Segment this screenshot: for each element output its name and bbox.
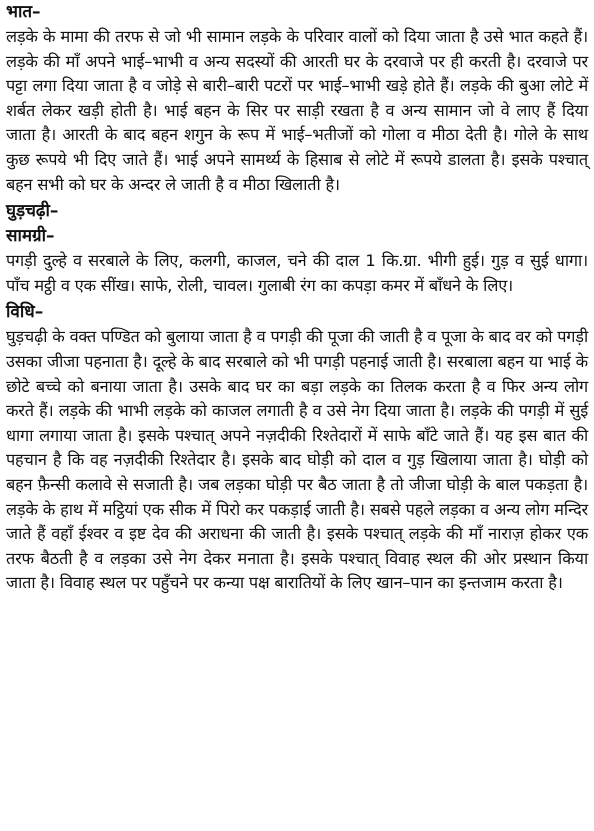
section-heading-ghudchadhi: घुड़चढ़ी– (6, 201, 59, 222)
section-heading-saamagri: सामग्री– (6, 226, 55, 247)
section-body-bhaat: लड़के के मामा की तरफ से जो भी सामान लड़के के परिवार वालों को दिया जाता है उसे भात कहते हैं। लड़के की माँ अपने भाई–भाभी व अन्य सदस्यों की आरती घर के दरवाजे पर ही करती है। दरवाजे पर पट्टा लगा दिया जाता है व जोड़े से बारी–बारी पटरों पर भाई–भाभी खड़े होते हैं। लड़के की बुआ लोटे में शर्बत लेकर खड़ी होती है। भाई बहन के सिर पर साड़ी रखता है व अन्य सामान जो वे लाए हैं दिया जाता है। आरती के बाद बहन शगुन के रूप में भाई–भतीजों को गोला व मीठा देती है। गोले के साथ कुछ रूपये भी दिए जाते हैं। भाई अपने सामर्थ्य के हिसाब से लोटे में रूपये डालता है। इसके पश्चात् बहन सभी को घर के अन्दर ले जाती है व मीठा खिलाती है। (6, 27, 588, 194)
section-body-saamagri: पगड़ी दुल्हे व सरबाले के लिए, कलगी, काजल, चने की दाल 1 कि.ग्रा. भीगी हुई। गुड़ व सुई धागा। पाँच मट्ठी व एक सींख। साफे, रोली, चावल। गुलाबी रंग का कपड़ा कमर में बाँधने के लिए। (6, 251, 588, 295)
section-heading-bhaat: भात– (6, 2, 41, 22)
section-body-vidhi: घुड़चढ़ी के वक्त पण्डित को बुलाया जाता है व पगड़ी की पूजा की जाती है व पूजा के बाद वर को पगड़ी उसका जीजा पहनाता है। दूल्हे के बाद सरबाले को भी पगड़ी पहनाई जाती है। सरबाला बहन या भाई के छोटे बच्चे को बनाया जाता है। उसके बाद घर का बड़ा लड़के का तिलक करता है व फिर अन्य लोग करते हैं। लड़के की भाभी लड़के को काजल लगाती है व उसे नेग दिया जाता है। लड़के की पगड़ी में सुई धागा लगाया जाता है। इसके पश्चात् अपने नज़दीकी रिश्तेदारों में साफे बाँटे जाते हैं। यह इस बात की पहचान है कि वह नज़दीकी रिश्तेदार है। इसके बाद घोड़ी को दाल व गुड़ खिलाया जाता है। घोड़ी को बहन फ़ैन्सी कलावे से सजाती है। जब लड़का घोड़ी पर बैठ जाता है तो जीजा घोड़ी के बाल पकड़ता है। लड़के के हाथ में मट्ठियां एक सीक में पिरो कर पकड़ाई जाती है। सबसे पहले लड़का व अन्य लोग मन्दिर जाते हैं वहाँ ईश्वर व इष्ट देव की अराधना की जाती है। इसके पश्चात् लड़के की माँ नाराज़ होकर एक तरफ बैठती है व लड़का उसे नेग देकर मनाता है। इसके पश्चात् विवाह स्थल की ओर प्रस्थान किया जाता है। विवाह स्थल पर पहुँचने पर कन्या पक्ष बारातियों के लिए खान–पान का इन्तजाम करता है। (6, 327, 588, 593)
section-heading-vidhi: विधि– (6, 302, 44, 323)
